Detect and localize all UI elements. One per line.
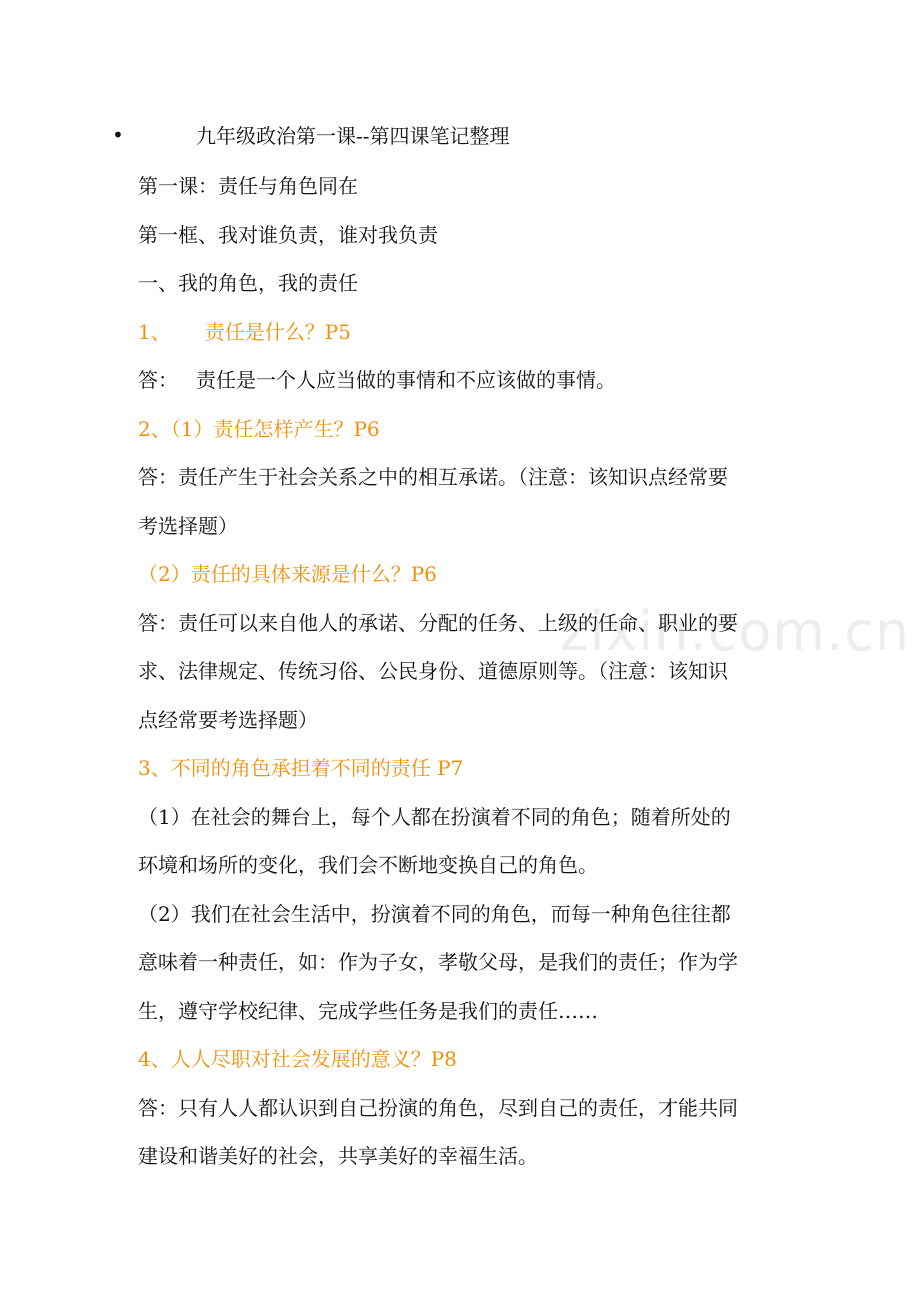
question-1-number: 1、 [138, 319, 171, 344]
answer-2-2-line-3: 点经常要考选择题） [138, 707, 318, 732]
answer-1-text: 责任是一个人应当做的事情和不应该做的事情。 [196, 368, 616, 392]
question-2-1: 2、（1）责任怎样产生？P6 [138, 416, 380, 441]
answer-4-line-1: 答：只有人人都认识到自己扮演的角色，尽到自己的责任，才能共同 [138, 1095, 738, 1120]
question-3: 3、不同的角色承担着不同的责任 P7 [138, 756, 464, 780]
point-3-2-line-3: 生，遵守学校纪律、完成学些任务是我们的责任…… [138, 998, 598, 1023]
answer-4-line-2: 建设和谐美好的社会，共享美好的幸福生活。 [138, 1144, 538, 1168]
bullet-marker: • [112, 123, 124, 147]
answer-1-prefix: 答： [138, 368, 178, 392]
point-3-2-line-1: （2）我们在社会生活中，扮演着不同的角色，而每一种角色往往都 [138, 901, 731, 926]
point-3-1-line-2: 环境和场所的变化，我们会不断地变换自己的角色。 [138, 853, 598, 877]
section-heading: 第一框、我对谁负责，谁对我负责 [138, 222, 438, 247]
answer-1 [138, 356, 786, 405]
point-3-2-line-2: 意味着一种责任，如：作为子女，孝敬父母，是我们的责任；作为学 [138, 950, 738, 974]
question-1-text: 责任是什么？P5 [204, 319, 351, 344]
subsection-heading: 一、我的角色，我的责任 [138, 271, 358, 295]
point-3-1-line-1: （1）在社会的舞台上，每个人都在扮演着不同的角色；随着所处的 [138, 804, 731, 829]
question-2-2: （2）责任的具体来源是什么？P6 [138, 562, 437, 586]
answer-2-1-line-1: 答：责任产生于社会关系之中的相互承诺。（注意：该知识点经常要 [138, 465, 728, 489]
answer-2-2-line-1: 答：责任可以来自他人的承诺、分配的任务、上级的任命、职业的要 [138, 610, 738, 635]
lesson-heading: 第一课：责任与角色同在 [138, 174, 358, 198]
watermark: zixin.com.cn [560, 600, 911, 663]
document-body [138, 162, 786, 1181]
answer-2-1-line-2: 考选择题） [138, 513, 238, 538]
question-1 [138, 308, 786, 357]
question-4: 4、人人尽职对社会发展的意义？P8 [138, 1047, 457, 1071]
document-title: 九年级政治第一课--第四课笔记整理 [196, 124, 510, 148]
answer-2-2-line-2: 求、法律规定、传统习俗、公民身份、道德原则等。（注意：该知识 [138, 659, 728, 683]
